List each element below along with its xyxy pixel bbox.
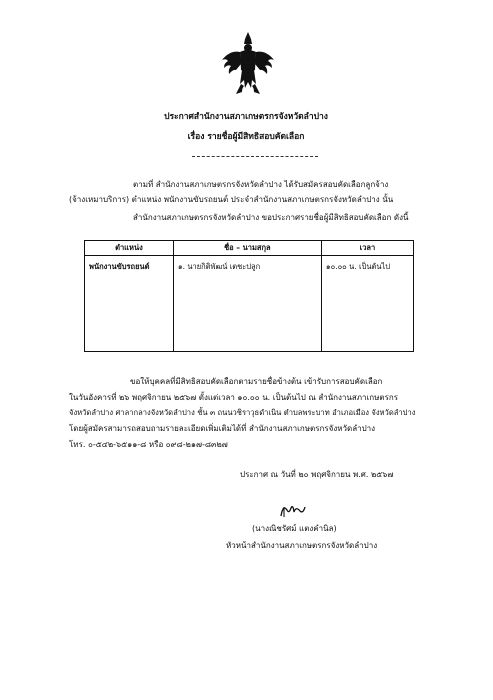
announcement-date: ประกาศ ณ วันที่ ๒๐ พฤศจิกายน พ.ศ. ๒๕๖๗ bbox=[240, 470, 394, 479]
notice-line: จังหวัดลำปาง ศาลากลางจังหวัดลำปาง ชั้น ๓ ถนนวชิราวุธดำเนิน ตำบลพระบาท อำเภอเมือง จังหวัดลำปาง bbox=[69, 408, 416, 417]
signer-title: หัวหน้าสำนักงานสภาเกษตรกรจังหวัดลำปาง bbox=[226, 541, 378, 550]
notice-line: โดยผู้สมัครสามารถสอบถามรายละเอียดเพิ่มเติมได้ที่ สำนักงานสภาเกษตรกรจังหวัดลำปาง bbox=[69, 424, 376, 433]
name-cell: ๑. นายกิติพัฒน์ เตชะปลูก bbox=[173, 256, 321, 352]
paragraph-line: (จ้างเหมาบริการ) ตำแหน่ง พนักงานขับรถยนต์ ประจำสำนักงานสภาเกษตรกรจังหวัดลำปาง นั้น bbox=[69, 195, 394, 204]
candidate-table bbox=[84, 240, 414, 352]
document-title: ประกาศสำนักงานสภาเกษตรกรจังหวัดลำปาง bbox=[164, 112, 328, 122]
garuda-emblem-icon bbox=[218, 30, 278, 96]
column-header: เวลา bbox=[321, 241, 413, 256]
paragraph-line: สำนักงานสภาเกษตรกรจังหวัดลำปาง ขอประกาศรายชื่อผู้มีสิทธิสอบคัดเลือก ดังนี้ bbox=[133, 213, 409, 222]
notice-line: ในวันอังคารที่ ๒๖ พฤศจิกายน ๒๕๖๗ ตั้งแต่เวลา ๑๐.๐๐ น. เป็นต้นไป ณ สำนักงานสภาเกษตรกร bbox=[69, 393, 399, 402]
notice-line: โทร. ๐-๕๔๒-๖๕๑๑-๘ หรือ ๐๙๘-๒๑๗-๘๓๒๗ bbox=[69, 440, 228, 449]
divider bbox=[192, 156, 318, 157]
column-header: ชื่อ – นามสกุล bbox=[173, 241, 321, 256]
table-header-row bbox=[85, 241, 414, 256]
notice-line: ขอให้บุคคลที่มีสิทธิสอบคัดเลือกตามรายชื่อข้างต้น เข้ารับการสอบคัดเลือก bbox=[130, 377, 383, 386]
signer-name: (นางณิชรัศม์ แตงคำนิล) bbox=[252, 524, 337, 533]
paragraph-line: ตามที่ สำนักงานสภาเกษตรกรจังหวัดลำปาง ได้รับสมัครสอบคัดเลือกลูกจ้าง bbox=[133, 180, 389, 189]
table-row bbox=[85, 256, 414, 352]
column-header: ตำแหน่ง bbox=[85, 241, 174, 256]
document-subject: เรื่อง รายชื่อผู้มีสิทธิสอบคัดเลือก bbox=[187, 132, 305, 142]
time-cell: ๑๐.๐๐ น. เป็นต้นไป bbox=[321, 256, 413, 352]
signature-icon bbox=[278, 502, 308, 520]
position-cell: พนักงานขับรถยนต์ bbox=[85, 256, 174, 352]
